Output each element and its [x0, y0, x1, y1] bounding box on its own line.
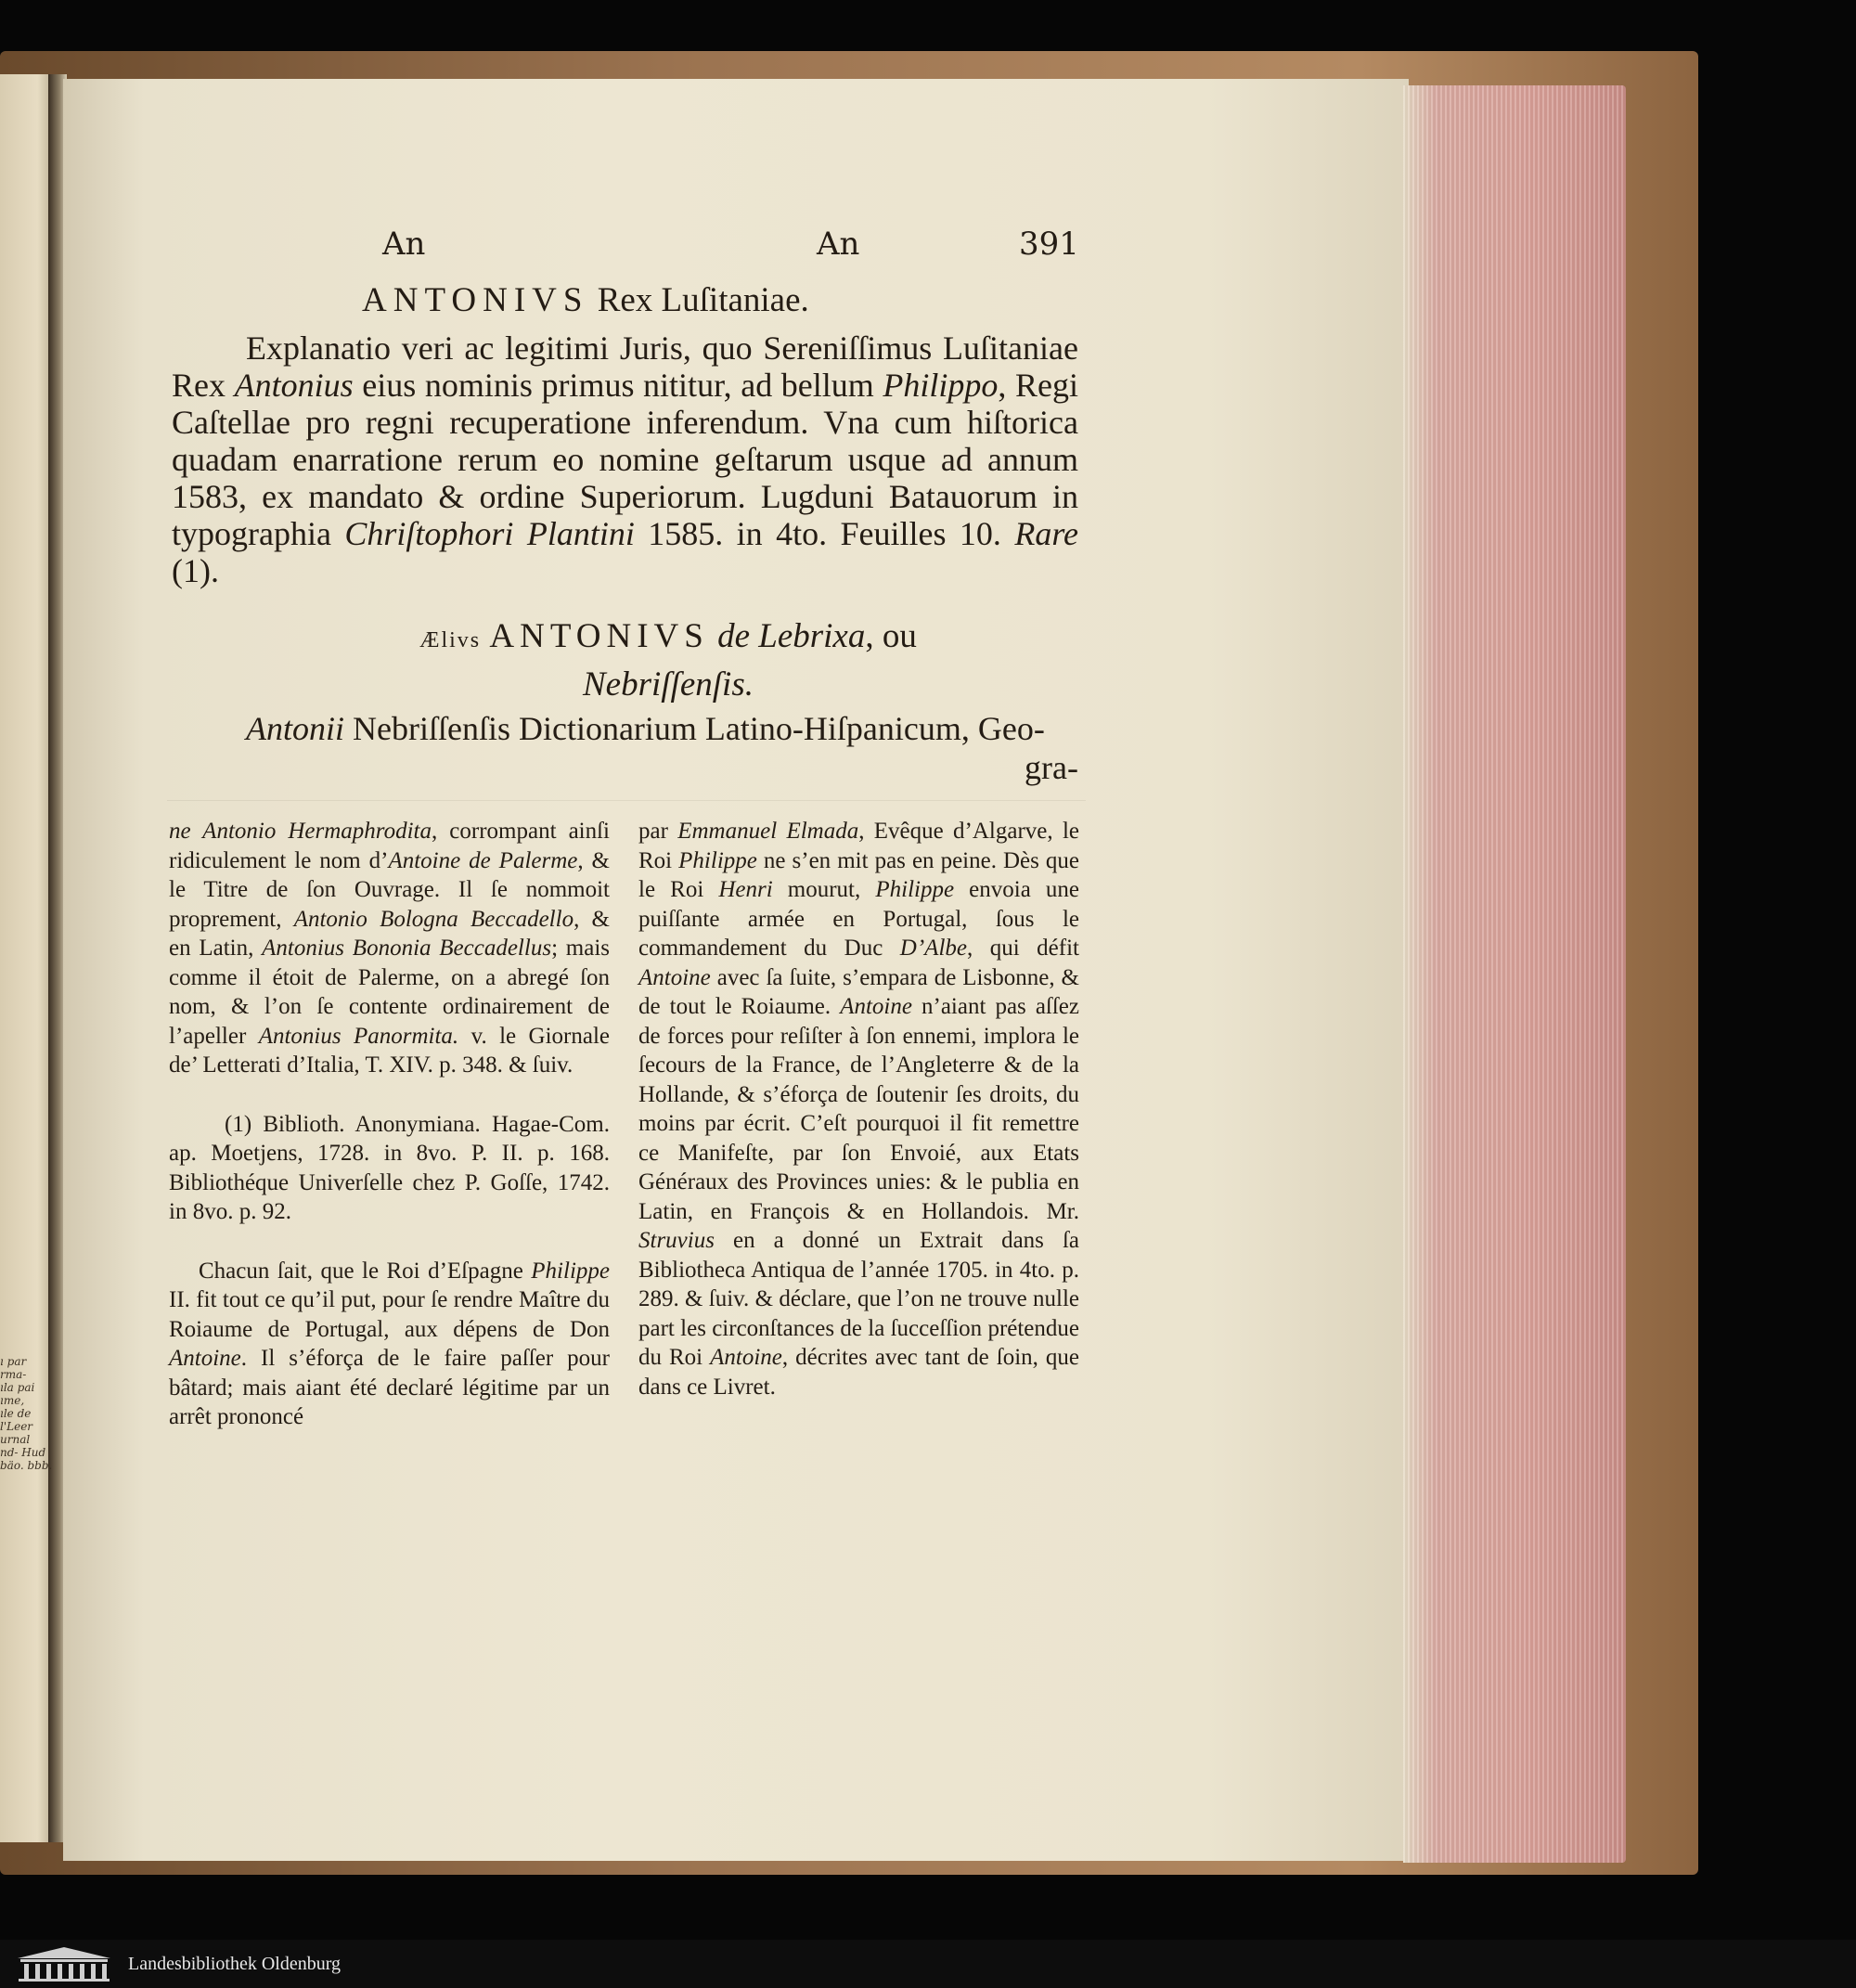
italic-run: Antonius Bononia Beccadellus — [262, 936, 552, 961]
heading-first-name: Ælivs — [419, 628, 482, 652]
text-run: avec ſa ſuite, s’empara de Lisbonne, & de tout le Roiaume. — [638, 964, 1079, 1019]
italic-run: Antoine — [840, 994, 912, 1019]
text-run: ; mais comme il étoit de Palerme, on a abregé ſon nom, & l’on ſe contente ordinairement de l’apeller — [169, 936, 610, 1049]
page-number: 391 — [1019, 226, 1079, 263]
italic-run: Philippe — [531, 1258, 610, 1284]
italic-run: Antoine — [638, 964, 711, 990]
italic-run: Antoine de Palerme — [388, 847, 578, 873]
entry-italic-name: Antonii — [246, 710, 344, 747]
italic-run: Antonius Panormita. — [258, 1023, 459, 1049]
entry-heading-antonius — [362, 280, 919, 320]
text-run: en a donné un Extrait dans ſa Bibliotheca Antiqua de l’année 1705. in 4to. p. 289. & ſuiv. & déclare, que l’on ne trouve nulle part les circonſtances de la ſucceſſion prétendue du Roi — [638, 1228, 1079, 1370]
italic-run: Emmanuel Elmada — [677, 819, 859, 844]
italic-run: Rare — [1014, 515, 1079, 552]
text-run: Explanatio veri ac legitimi Juris, quo Sereniſſimus Luſitaniae Rex — [172, 329, 1078, 404]
text-run: . Il s’éforça de le faire paſſer pour bâtard; mais aiant été declaré légitime par un arrêt prononcé — [169, 1346, 610, 1429]
footer-bar — [0, 1940, 1856, 1988]
text-run: ne s’en mit pas en peine. Dès que le Roi — [638, 847, 1079, 902]
page-edges — [1403, 85, 1626, 1863]
heading-caps: ANTONIVS — [489, 617, 709, 655]
text-run: , & en Latin, — [169, 906, 610, 961]
note-continuation-paragraph — [169, 817, 610, 1080]
italic-run: ne Antonio Hermaphrodita — [169, 819, 432, 844]
text-run: envoia une puiſſante armée en Portugal, ſous le commandement du Duc — [638, 877, 1080, 961]
library-building-icon — [13, 1945, 115, 1982]
italic-run: Philippe — [875, 877, 955, 902]
italic-run: D’Albe — [899, 936, 967, 961]
section-divider — [167, 800, 1086, 801]
text-run: n’aiant pas aſſez de forces pour reſiſter à ſon ennemi, implora le ſecours de la France, de l’Angleterre & de la Hollande, & s’éforça de ſoutenir ſes droits, du moins par écrit. C’eſt pourquoi il fit remettre ce Manifeſte, par ſon Envoié, aux Etats Généraux des Provinces unies: & le publia en Latin, en François & en Hollandois. Mr. — [638, 994, 1079, 1224]
italic-run: Antonio Bologna Beccadello — [293, 906, 574, 932]
entry-text: Nebriſſenſis Dictionarium Latino-Hiſpanicum, Geo- — [344, 710, 1045, 747]
text-run: eius nominis primus nititur, ad bellum — [353, 367, 883, 404]
text-run: , Evêque d’Algarve, le Roi — [638, 819, 1079, 873]
text-run: (1). — [172, 552, 219, 589]
right-column — [638, 817, 1079, 1401]
italic-run: Philippe — [678, 847, 757, 873]
catchword: gra- — [1025, 749, 1078, 786]
text-run: v. le Giornale de’ Letterati d’Italia, T. XIV. p. 348. & ſuiv. — [169, 1023, 610, 1078]
text-run: par — [638, 819, 678, 844]
left-page-edge — [0, 74, 54, 1842]
heading-caps: ANTONIVS — [362, 281, 589, 319]
text-run: , décrites avec tant de ſoin, que dans ce Livret. — [638, 1345, 1079, 1400]
entry-heading-aelius-antonius — [260, 614, 1076, 707]
footnote-1: (1) Biblioth. Anonymiana. Hagae-Com. ap. Moetjens, 1728. in 8vo. P. II. p. 168. Bibliothéque Univerſelle chez P. Goſſe, 1742. in 8vo. p. 92. — [169, 1111, 610, 1224]
left-column — [169, 817, 610, 1432]
note-paragraph-chacun — [169, 1257, 610, 1432]
text-run: , corrompant ainſi ridiculement le nom d’ — [169, 819, 611, 873]
italic-run: Philippo — [883, 367, 999, 404]
note-paragraph-continued — [638, 817, 1079, 1401]
heading-ou: , ou — [865, 617, 917, 655]
heading-rest: Rex Luſitaniae. — [597, 281, 809, 319]
heading-nebrissensis: Nebriſſenſis. — [583, 665, 754, 704]
running-head-left: An — [382, 226, 426, 263]
text-run: , & le Titre de ſon Ouvrage. Il ſe nommoit proprement, — [169, 847, 611, 932]
left-page-margin-note: ı par rma- ıla pai ıme, ıle de l'Leer urnal nd- Hud bäo. bbb. — [0, 1355, 52, 1472]
italic-run: Struvius — [638, 1228, 715, 1253]
italic-run: Antonius — [234, 367, 354, 404]
heading-de-lebrixa: de Lebrixa — [717, 617, 866, 655]
text-run: , qui défit — [967, 936, 1079, 961]
italic-run: Henri — [718, 877, 773, 902]
running-head-center: An — [817, 226, 860, 263]
italic-run: Antoine — [710, 1345, 782, 1370]
italic-run: Chriſtophori Plantini — [344, 515, 635, 552]
entry-text-explanatio — [172, 329, 1078, 589]
library-name: Landesbibliothek Oldenburg — [128, 1953, 342, 1974]
text-run: Chacun ſait, que le Roi d’Eſpagne — [199, 1258, 532, 1284]
text-run: II. fit tout ce qu’il put, pour ſe rendre Maître du Roiaume de Portugal, aux dépens de Don — [169, 1287, 610, 1342]
text-run: , Regi Caſtellae pro regni recuperatione inferendum. Vna cum hiſtorica quadam enarratione rerum eo nomine geſtarum usque ad annum 1583, ex mandato & ordine Superiorum. Lugduni Batauorum in typographia — [172, 367, 1079, 552]
text-run: 1585. in 4to. Feuilles 10. — [634, 515, 1015, 552]
text-run: mourut, — [772, 877, 876, 902]
italic-run: Antoine — [169, 1346, 241, 1371]
entry-text-dictionarium — [172, 709, 1078, 787]
